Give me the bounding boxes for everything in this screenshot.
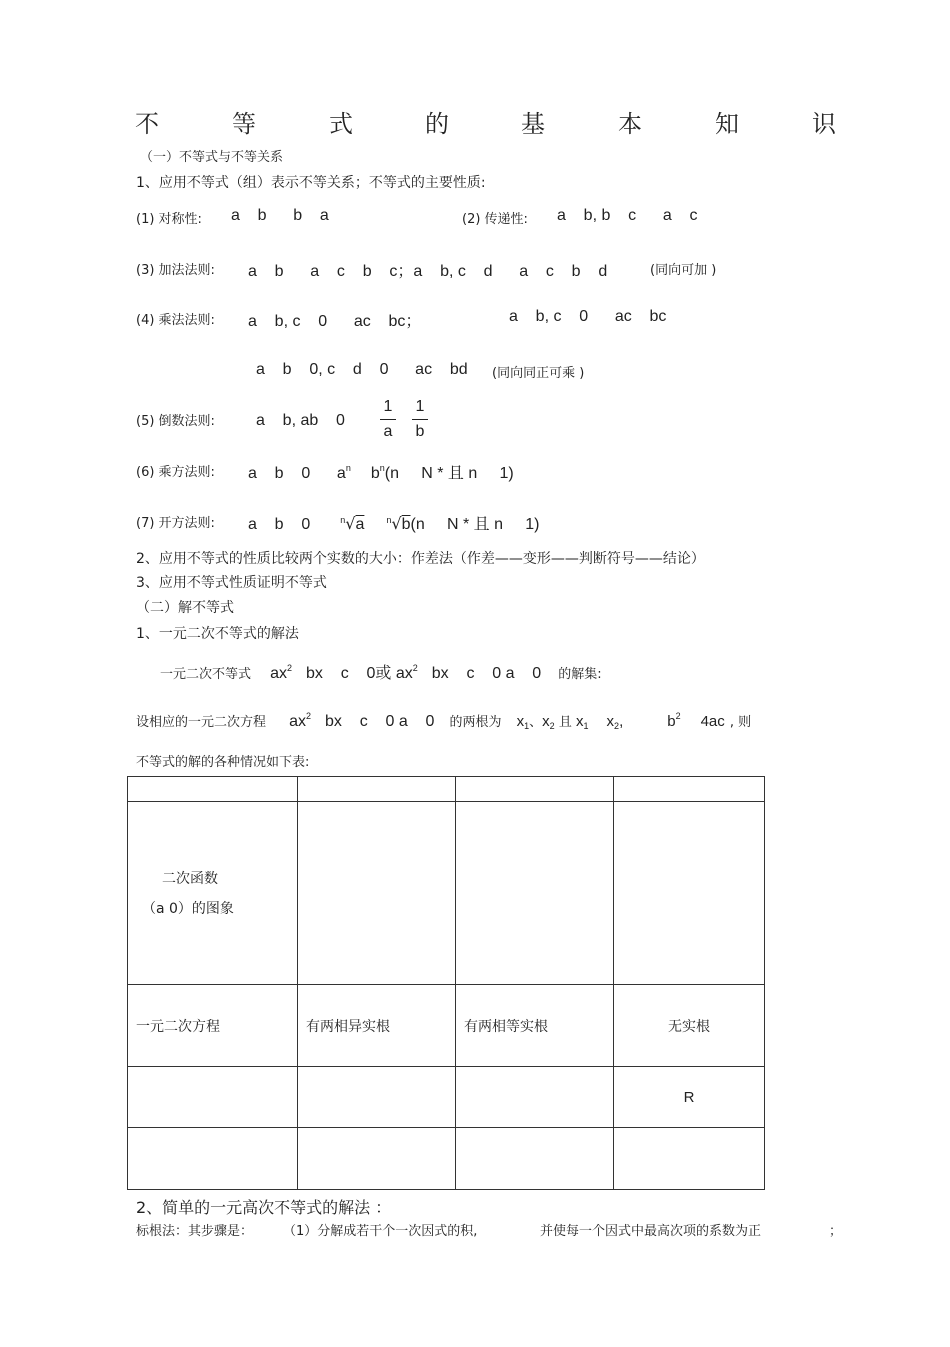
graph-cell-negative-discriminant (614, 802, 765, 985)
table-cell (614, 777, 765, 802)
title-char: 本 (618, 110, 642, 138)
quad-tail: bx c 0 a 0 (431, 665, 542, 682)
property-4-math-3: a b 0, c d 0 ac bd (256, 361, 468, 378)
table-cell (298, 1128, 456, 1190)
superscript-2: 2 (412, 663, 418, 673)
eq-roots: $x_1$、$x_2$ 且 $x_1$ $x_2$, $b^2$ 4ac (516, 711, 725, 731)
property-5-math: a b, ab 0 (256, 412, 345, 429)
table-cell (128, 1128, 298, 1190)
property-4-math-1: a b, c 0 ac bc； (248, 313, 422, 330)
table-cell (456, 777, 614, 802)
table-cell (456, 1067, 614, 1128)
table-row (128, 802, 765, 985)
root-index: n (386, 515, 392, 525)
property-6-math-b: b (370, 465, 380, 482)
eq-prefix: 设相应的一元二次方程 (136, 715, 267, 730)
table-cell (614, 1128, 765, 1190)
title-char: 式 (329, 110, 353, 138)
quad-ax: ax (270, 665, 288, 682)
quad-math (270, 665, 541, 682)
subsection-1-heading: 1、一元二次不等式的解法 (136, 626, 299, 642)
discriminant-b: b (667, 713, 676, 730)
property-3-note: (同向可加 ) (650, 263, 717, 278)
section-heading-1: （一）不等式与不等关系 (140, 150, 284, 165)
fraction-denominator: b (415, 423, 425, 440)
root-a: a (355, 516, 365, 533)
title-char: 识 (812, 110, 836, 138)
equation-label-cell: 一元二次方程 (128, 985, 298, 1067)
last-line-d: ； (829, 1224, 843, 1239)
no-real-roots-cell: 无实根 (614, 985, 765, 1067)
table-row (128, 1128, 765, 1190)
eq-end: , 则 (729, 715, 752, 730)
property-6-math-a: a b 0 a (248, 465, 346, 482)
real-set-cell: R (614, 1067, 765, 1128)
root-x2: x (542, 713, 550, 730)
table-cell (128, 777, 298, 802)
section-heading-2: （二）解不等式 (136, 600, 234, 616)
two-equal-roots-cell: 有两相等实根 (456, 985, 614, 1067)
property-4-math-2: a b, c 0 ac bc (509, 308, 667, 325)
root-x1: x (516, 713, 525, 730)
fraction-1-over-b (412, 398, 428, 441)
two-distinct-roots-cell: 有两相异实根 (298, 985, 456, 1067)
item-2-text: 2、应用不等式的性质比较两个实数的大小：作差法（作差——变形——判断符号——结论） (136, 551, 705, 567)
property-5-label: (5) 倒数法则: (136, 414, 215, 429)
radical-icon: √ (391, 514, 402, 533)
property-6-math-c: (n N * 且 n 1) (384, 465, 514, 482)
table-cell (456, 1128, 614, 1190)
property-7-math-c: (n N * 且 n 1) (410, 516, 540, 533)
fraction-bar (412, 419, 428, 420)
item-1-text: 1、应用不等式（组）表示不等关系；不等式的主要性质: (136, 175, 486, 191)
fraction-numerator: 1 (415, 398, 425, 415)
solution-table (127, 776, 765, 1190)
superscript-2: 2 (287, 663, 293, 673)
property-6-math (248, 460, 514, 483)
property-3-label: (3) 加法法则: (136, 263, 215, 278)
graph-label-1: 二次函数 (162, 871, 218, 887)
graph-cell-zero-discriminant (456, 802, 614, 985)
table-cell (298, 777, 456, 802)
table-row (128, 1067, 765, 1128)
property-7-math (248, 511, 539, 534)
eq-roots-label: 的两根为 (449, 715, 502, 730)
quad-mid: bx c 0或 ax (306, 665, 413, 682)
title-char: 知 (715, 110, 739, 138)
root-b: b (401, 516, 411, 533)
fraction-bar (380, 419, 396, 420)
property-2-math: a b, b c a c (557, 207, 698, 224)
property-1-math: a b b a (231, 207, 329, 224)
root-index: n (340, 515, 346, 525)
fraction-denominator: a (383, 423, 393, 440)
equation-roots-line (136, 711, 751, 731)
table-intro: 不等式的解的各种情况如下表: (136, 755, 310, 770)
radical-icon: √ (345, 514, 356, 533)
title-char: 等 (232, 110, 256, 138)
fraction-1-over-a (380, 398, 396, 441)
last-line-a: 标根法：其步骤是： (136, 1224, 254, 1239)
title-char: 不 (135, 110, 159, 138)
superscript-n: n (345, 463, 351, 473)
item-3-text: 3、应用不等式性质证明不等式 (136, 575, 327, 591)
property-7-math-a: a b 0 (248, 516, 311, 533)
eq-mid: bx c 0 a 0 (325, 713, 435, 730)
discriminant-tail: 4ac (700, 713, 725, 730)
property-6-label: (6) 乘方法则: (136, 465, 215, 480)
fraction-numerator: 1 (383, 398, 393, 415)
table-row (128, 985, 765, 1067)
subsection-2-heading: 2、简单的一元高次不等式的解法 ： (136, 1198, 392, 1217)
property-4-label: (4) 乘法法则: (136, 313, 215, 328)
title-char: 的 (425, 110, 449, 138)
property-4-note: (同向同正可乘 ) (492, 366, 585, 381)
table-cell (128, 1067, 298, 1128)
title-char: 基 (521, 110, 545, 138)
property-7-label: (7) 开方法则: (136, 516, 215, 531)
eq-math (289, 713, 434, 730)
superscript-2: 2 (306, 711, 312, 721)
quad-prefix: 一元二次不等式 (160, 667, 252, 682)
last-line-b: （1）分解成若干个一次因式的积, (283, 1224, 478, 1239)
graph-label-2: （a 0）的图象 (142, 901, 234, 917)
last-line-c: 并使每一个因式中最高次项的系数为正 (540, 1224, 762, 1239)
table-cell (298, 1067, 456, 1128)
quadratic-inequality-line (160, 660, 602, 683)
property-1-label: (1) 对称性: (136, 212, 202, 227)
property-3-math: a b a c b c；a b, c d a c b d (248, 263, 608, 280)
quad-suffix: 的解集: (558, 667, 602, 682)
graph-label-cell (128, 802, 298, 985)
eq-ax: ax (289, 713, 307, 730)
graph-cell-positive-discriminant (298, 802, 456, 985)
property-2-label: (2) 传递性: (462, 212, 528, 227)
table-row (128, 777, 765, 802)
superscript-n: n (379, 463, 385, 473)
